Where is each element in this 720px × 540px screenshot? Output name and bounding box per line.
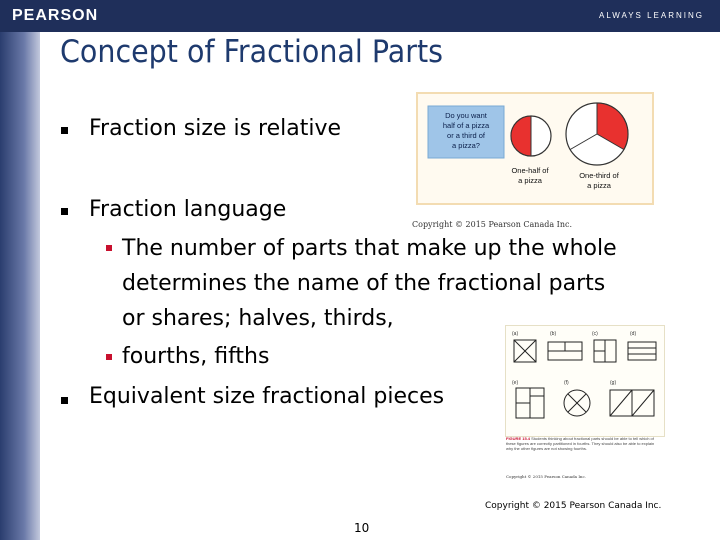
sub-bullet-marker [106,245,112,251]
pizza-figure [416,92,654,205]
shape-g-divider [632,390,654,416]
sub-bullet-marker [106,354,112,360]
sub-bullet-line: determines the name of the fractional parts [122,271,606,296]
fourths-shapes-figure [505,325,665,437]
shape-label: (d) [630,331,637,337]
slide-title: Concept of Fractional Parts [60,34,444,70]
bullet-marker [61,127,68,134]
caption-third-line: One-third of [579,171,619,180]
shape-label: (a) [512,331,519,337]
bullet-marker [61,208,68,215]
bullet-marker [61,397,68,404]
left-accent-bar [0,32,40,540]
question-line: Do you want [445,111,487,120]
bullet-text: Fraction size is relative [89,116,342,141]
pizza-figure-graphic [418,94,652,203]
question-line: or a third of [447,131,485,140]
sub-bullet-line: The number of parts that make up the whole [122,236,617,261]
bullet-text: Equivalent size fractional pieces [89,384,445,409]
fourths-shapes-graphic [506,326,664,436]
sub-bullet-line: fourths, fifths [122,344,270,369]
footer-copyright: Copyright © 2015 Pearson Canada Inc. [485,501,662,511]
pizza-figure-copyright: Copyright © 2015 Pearson Canada Inc. [412,220,572,229]
shape-label: (b) [550,331,557,337]
caption-half-line: a pizza [518,176,542,185]
fourths-figure-caption [506,436,662,451]
shape-label: (g) [610,380,617,386]
shape-label: (c) [592,331,598,337]
sub-bullet-line: or shares; halves, thirds, [122,306,394,331]
shape-g-divider [610,390,632,416]
pearson-logo: PEARSON [12,7,99,24]
figure-number: FIGURE 15.4 [506,436,531,441]
shape-label: (e) [512,380,519,386]
half-slice [511,116,531,156]
figure-caption-text: Students thinking about fractional parts should be able to tell which of these figures are correctly partitioned in fourths. They should also be able to explain why the other figures are not showing fourths. [506,436,655,451]
caption-half-line: One-half of [511,166,549,175]
shapes-figure-copyright: Copyright © 2015 Pearson Canada Inc. [506,474,586,479]
shape-d [628,342,656,360]
header-bar [0,0,720,32]
question-line: a pizza? [452,141,480,150]
tagline: ALWAYS LEARNING [599,11,704,20]
caption-third-line: a pizza [587,181,611,190]
page-number: 10 [354,521,370,535]
shape-label: (f) [564,380,569,386]
bullet-text: Fraction language [89,197,287,222]
question-line: half of a pizza [442,121,490,130]
